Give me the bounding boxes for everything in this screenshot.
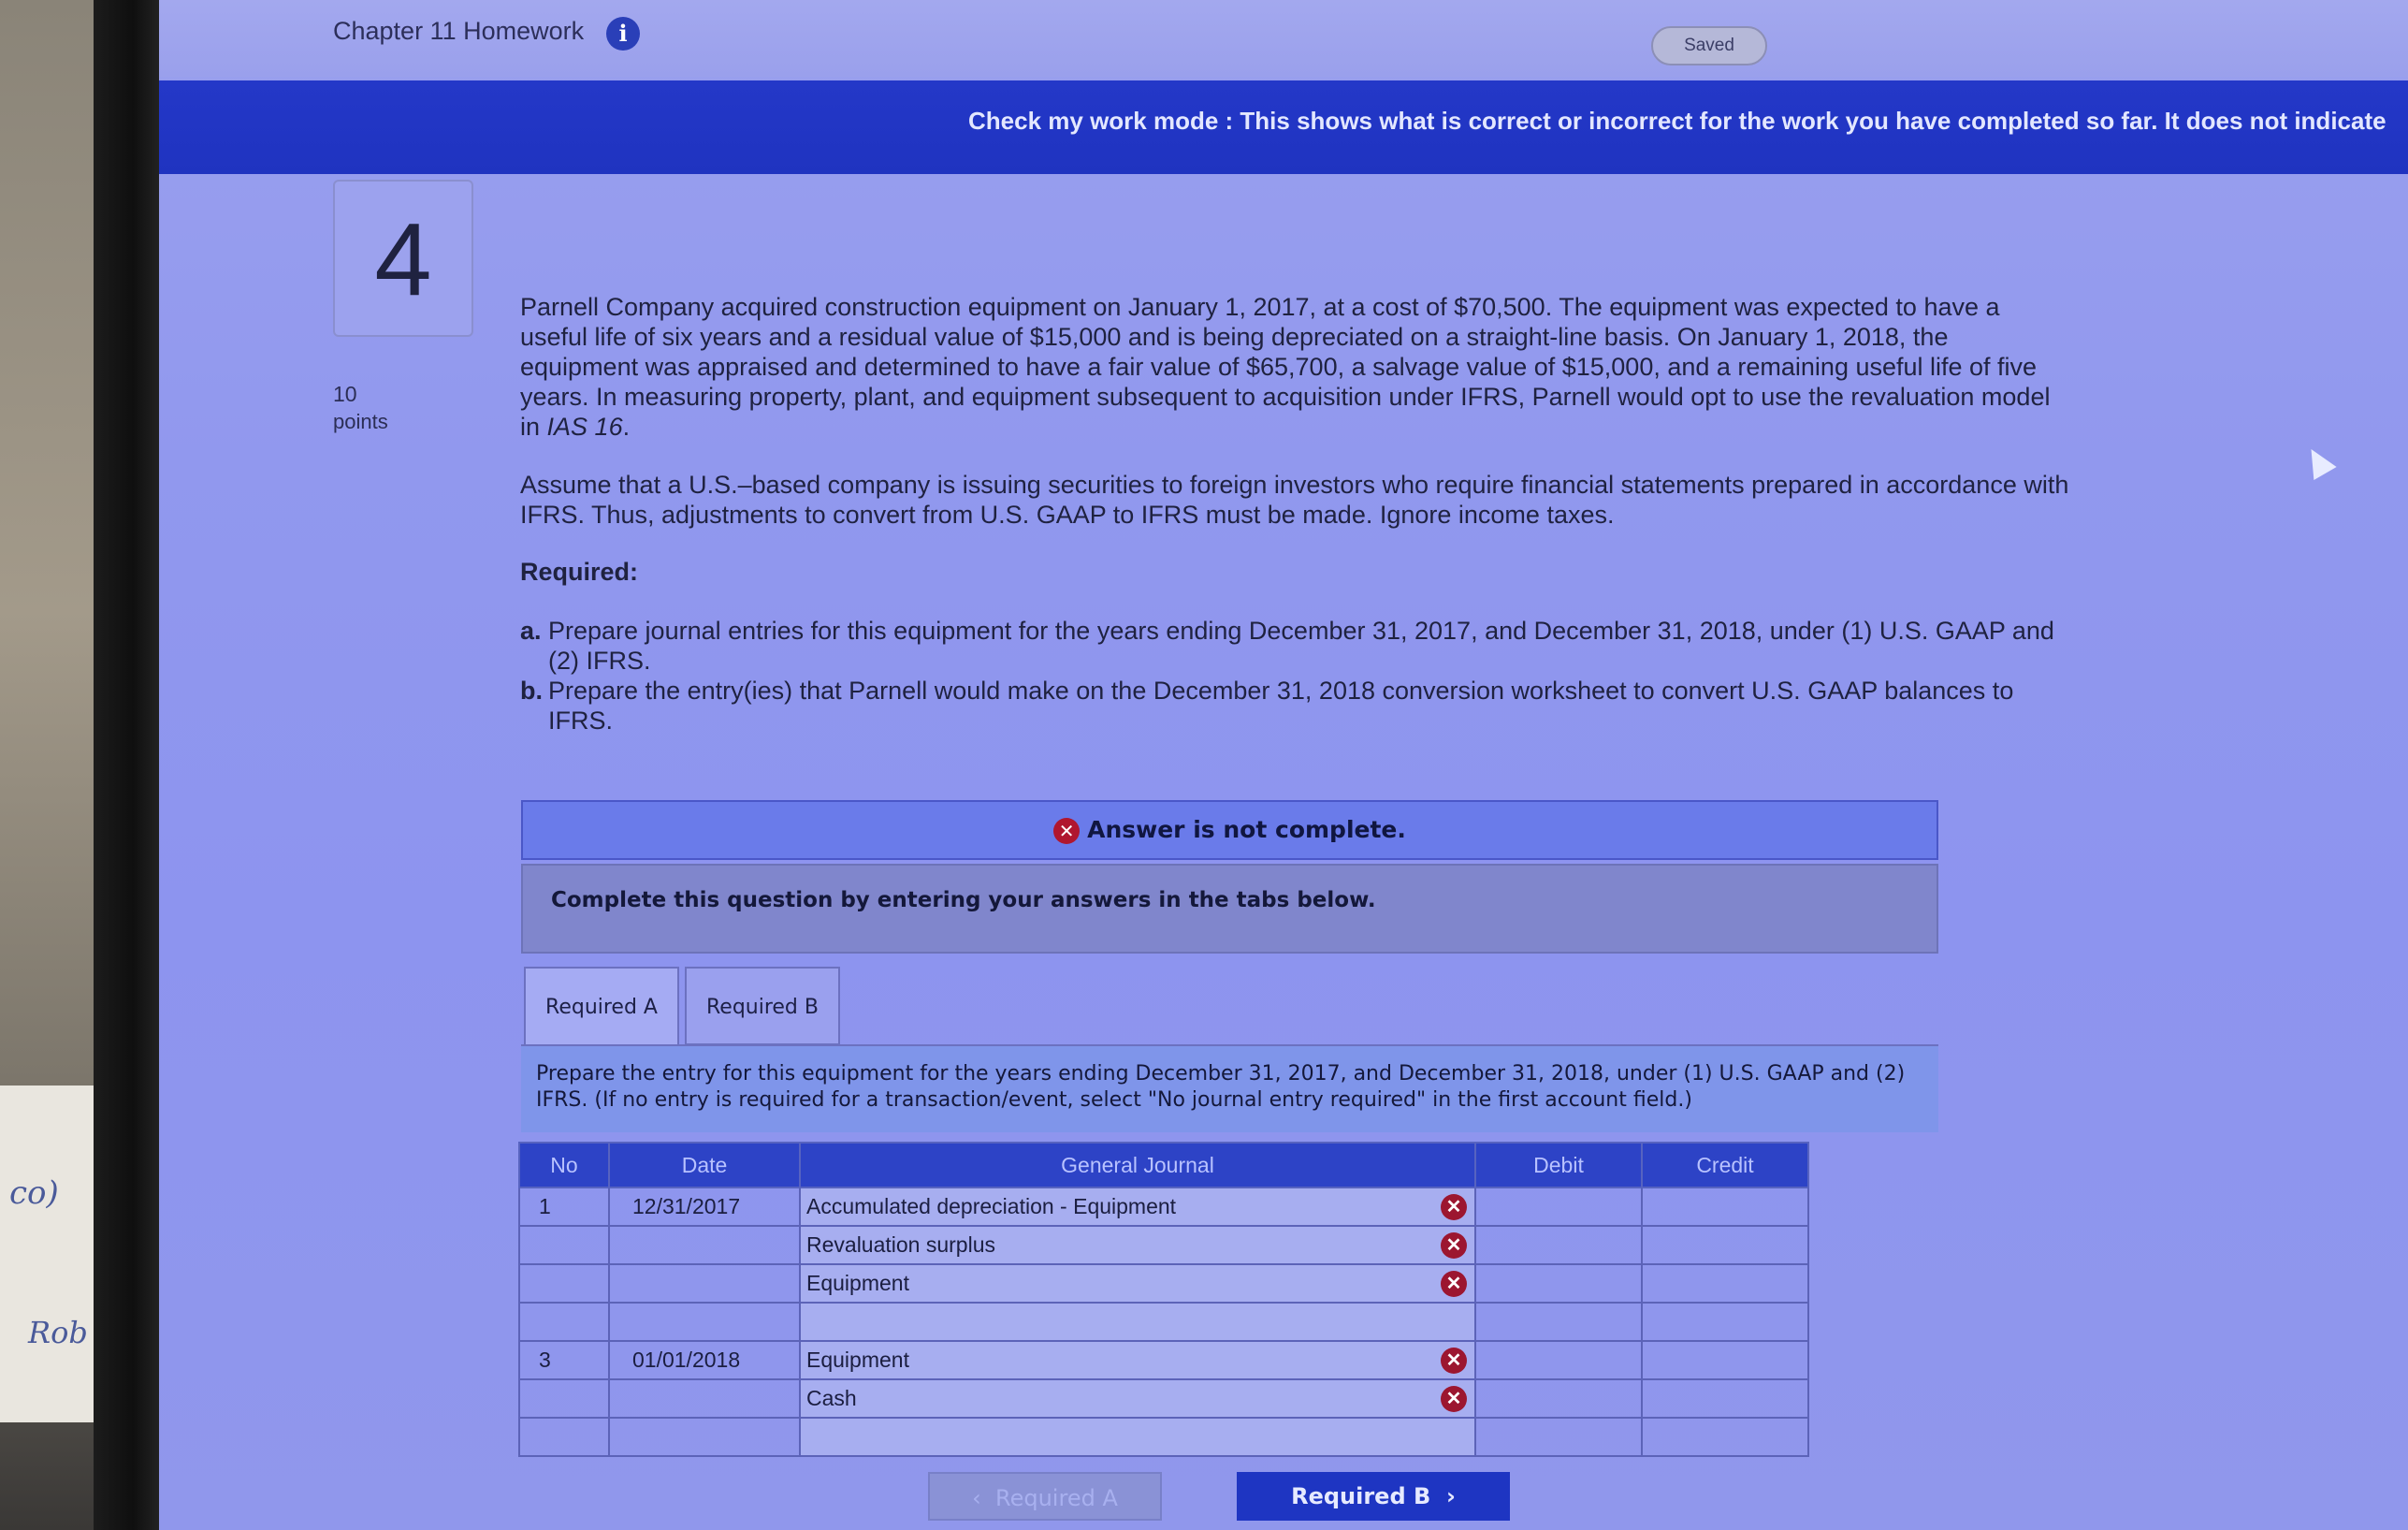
top-bar bbox=[159, 0, 2408, 77]
required-item-a bbox=[520, 616, 2073, 676]
standard-reference: IAS 16 bbox=[546, 413, 623, 441]
question-paragraph-1 bbox=[520, 292, 2073, 442]
table-row bbox=[519, 1264, 1808, 1303]
row-date[interactable] bbox=[609, 1226, 800, 1264]
browser-screen bbox=[159, 0, 2408, 1530]
instruction-box: Complete this question by entering your answers in the tabs below. bbox=[521, 864, 1938, 954]
account-field[interactable] bbox=[800, 1418, 1475, 1456]
table-row bbox=[519, 1341, 1808, 1379]
next-tab-button[interactable] bbox=[1237, 1472, 1510, 1521]
table-row bbox=[519, 1226, 1808, 1264]
chevron-left-icon: ‹ bbox=[972, 1485, 981, 1511]
tab-required-b[interactable]: Required B bbox=[685, 967, 840, 1045]
account-field[interactable] bbox=[800, 1341, 1475, 1379]
x-circle-icon: ✕ bbox=[1441, 1348, 1467, 1374]
required-heading: Required: bbox=[520, 558, 639, 586]
credit-field[interactable] bbox=[1642, 1379, 1808, 1418]
account-field-text: Revaluation surplus bbox=[806, 1232, 996, 1257]
tab-instructions: Prepare the entry for this equipment for the years ending December 31, 2017, and December 31, 2018, under (1) U.S. GAAP and (2) IFRS. (If no entry is required for a transaction/event, select "No journal entry required" in the first account field.) bbox=[521, 1044, 1938, 1132]
required-item-letter: b. bbox=[520, 677, 543, 705]
account-field[interactable] bbox=[800, 1379, 1475, 1418]
question-text: Parnell Company acquired construction equipment on January 1, 2017, at a cost of $70,500. The equipment was expected to have a useful life of six years and a residual value of $15,000 and is being depreciated on a straight-line basis. On January 1, 2018, the equipment was appraised and determined to have a fair value of $65,700, a salvage value of $15,000, and a remaining useful life of five years. In measuring property, plant, and equipment subsequent to acquisition under IFRS, Parnell would opt to use the revaluation model in bbox=[520, 293, 2051, 441]
row-date[interactable] bbox=[609, 1303, 800, 1341]
saved-status: Saved bbox=[1651, 26, 1767, 66]
required-item-b bbox=[520, 676, 2073, 736]
chevron-right-icon: › bbox=[1446, 1483, 1456, 1509]
account-field-text: Equipment bbox=[806, 1271, 909, 1295]
row-date[interactable] bbox=[609, 1341, 800, 1379]
journal-header-row bbox=[519, 1143, 1808, 1188]
row-number bbox=[519, 1264, 609, 1303]
answer-status-text: Answer is not complete. bbox=[1087, 816, 1406, 843]
credit-field[interactable] bbox=[1642, 1264, 1808, 1303]
debit-field[interactable] bbox=[1475, 1264, 1642, 1303]
answer-status-banner bbox=[521, 800, 1938, 860]
mouse-cursor-icon bbox=[2299, 443, 2336, 480]
question-paragraph-2: Assume that a U.S.–based company is issuing securities to foreign investors who require financial statements prepared in accordance with IFRS. Thus, adjustments to convert from U.S. GAAP to IFRS must be made. Ignore income taxes. bbox=[520, 471, 2069, 529]
credit-field[interactable] bbox=[1642, 1188, 1808, 1226]
row-number-text: 1 bbox=[539, 1194, 551, 1218]
debit-field[interactable] bbox=[1475, 1303, 1642, 1341]
info-icon[interactable]: i bbox=[606, 17, 640, 51]
prev-tab-button[interactable] bbox=[928, 1472, 1162, 1521]
column-header-credit: Credit bbox=[1642, 1143, 1808, 1188]
table-row bbox=[519, 1188, 1808, 1226]
debit-field[interactable] bbox=[1475, 1188, 1642, 1226]
credit-field[interactable] bbox=[1642, 1418, 1808, 1456]
journal-table bbox=[518, 1142, 1809, 1457]
question-number: 4 bbox=[333, 180, 473, 337]
account-field[interactable] bbox=[800, 1264, 1475, 1303]
row-number bbox=[519, 1226, 609, 1264]
credit-field[interactable] bbox=[1642, 1341, 1808, 1379]
account-field[interactable] bbox=[800, 1303, 1475, 1341]
check-my-work-banner bbox=[159, 80, 2408, 174]
required-item-letter: a. bbox=[520, 617, 542, 645]
row-number bbox=[519, 1341, 609, 1379]
table-row bbox=[519, 1379, 1808, 1418]
column-header-debit: Debit bbox=[1475, 1143, 1642, 1188]
account-field-text: Equipment bbox=[806, 1348, 909, 1372]
row-date-text: 01/01/2018 bbox=[632, 1348, 741, 1372]
desk-paper bbox=[0, 1086, 103, 1422]
x-circle-icon: ✕ bbox=[1441, 1194, 1467, 1220]
x-circle-icon: ✕ bbox=[1441, 1232, 1467, 1259]
table-row bbox=[519, 1418, 1808, 1456]
debit-field[interactable] bbox=[1475, 1418, 1642, 1456]
table-row bbox=[519, 1303, 1808, 1341]
row-date-text: 12/31/2017 bbox=[632, 1194, 741, 1218]
monitor-bezel bbox=[94, 0, 159, 1530]
x-circle-icon: ✕ bbox=[1441, 1386, 1467, 1412]
next-tab-label: Required B bbox=[1291, 1483, 1431, 1509]
account-field[interactable] bbox=[800, 1188, 1475, 1226]
column-header-date: Date bbox=[609, 1143, 800, 1188]
account-field[interactable] bbox=[800, 1226, 1475, 1264]
tab-required-a[interactable]: Required A bbox=[524, 967, 679, 1047]
debit-field[interactable] bbox=[1475, 1341, 1642, 1379]
row-number bbox=[519, 1188, 609, 1226]
required-item-text: Prepare the entry(ies) that Parnell would make on the December 31, 2018 conversion worksheet to convert U.S. GAAP balances to IFRS. bbox=[548, 677, 2014, 735]
column-header-no: No bbox=[519, 1143, 609, 1188]
credit-field[interactable] bbox=[1642, 1303, 1808, 1341]
row-date[interactable] bbox=[609, 1188, 800, 1226]
credit-field[interactable] bbox=[1642, 1226, 1808, 1264]
assignment-title: Chapter 11 Homework bbox=[333, 17, 585, 45]
column-header-general-journal: General Journal bbox=[800, 1143, 1475, 1188]
row-number-text: 3 bbox=[539, 1348, 551, 1372]
points-value: 10 bbox=[333, 382, 357, 406]
points-label: points bbox=[333, 410, 388, 433]
debit-field[interactable] bbox=[1475, 1379, 1642, 1418]
account-field-text: Accumulated depreciation - Equipment bbox=[806, 1194, 1177, 1218]
desk-handwriting: Rob bbox=[28, 1315, 88, 1350]
desk-handwriting: co) bbox=[9, 1174, 59, 1212]
account-field-text: Cash bbox=[806, 1386, 857, 1410]
x-circle-icon: ✕ bbox=[1053, 818, 1080, 844]
row-number bbox=[519, 1418, 609, 1456]
row-number bbox=[519, 1379, 609, 1418]
banner-text: Check my work mode : This shows what is correct or incorrect for the work you have completed so far. It does not indicate bbox=[968, 107, 2386, 135]
question-text-end: . bbox=[622, 413, 631, 441]
row-number bbox=[519, 1303, 609, 1341]
row-date[interactable] bbox=[609, 1264, 800, 1303]
x-circle-icon: ✕ bbox=[1441, 1271, 1467, 1297]
debit-field[interactable] bbox=[1475, 1226, 1642, 1264]
row-date[interactable] bbox=[609, 1418, 800, 1456]
row-date[interactable] bbox=[609, 1379, 800, 1418]
required-item-text: Prepare journal entries for this equipment for the years ending December 31, 2017, and December 31, 2018, under (1) U.S. GAAP and (2) IFRS. bbox=[548, 617, 2054, 675]
prev-tab-label: Required A bbox=[995, 1485, 1118, 1511]
